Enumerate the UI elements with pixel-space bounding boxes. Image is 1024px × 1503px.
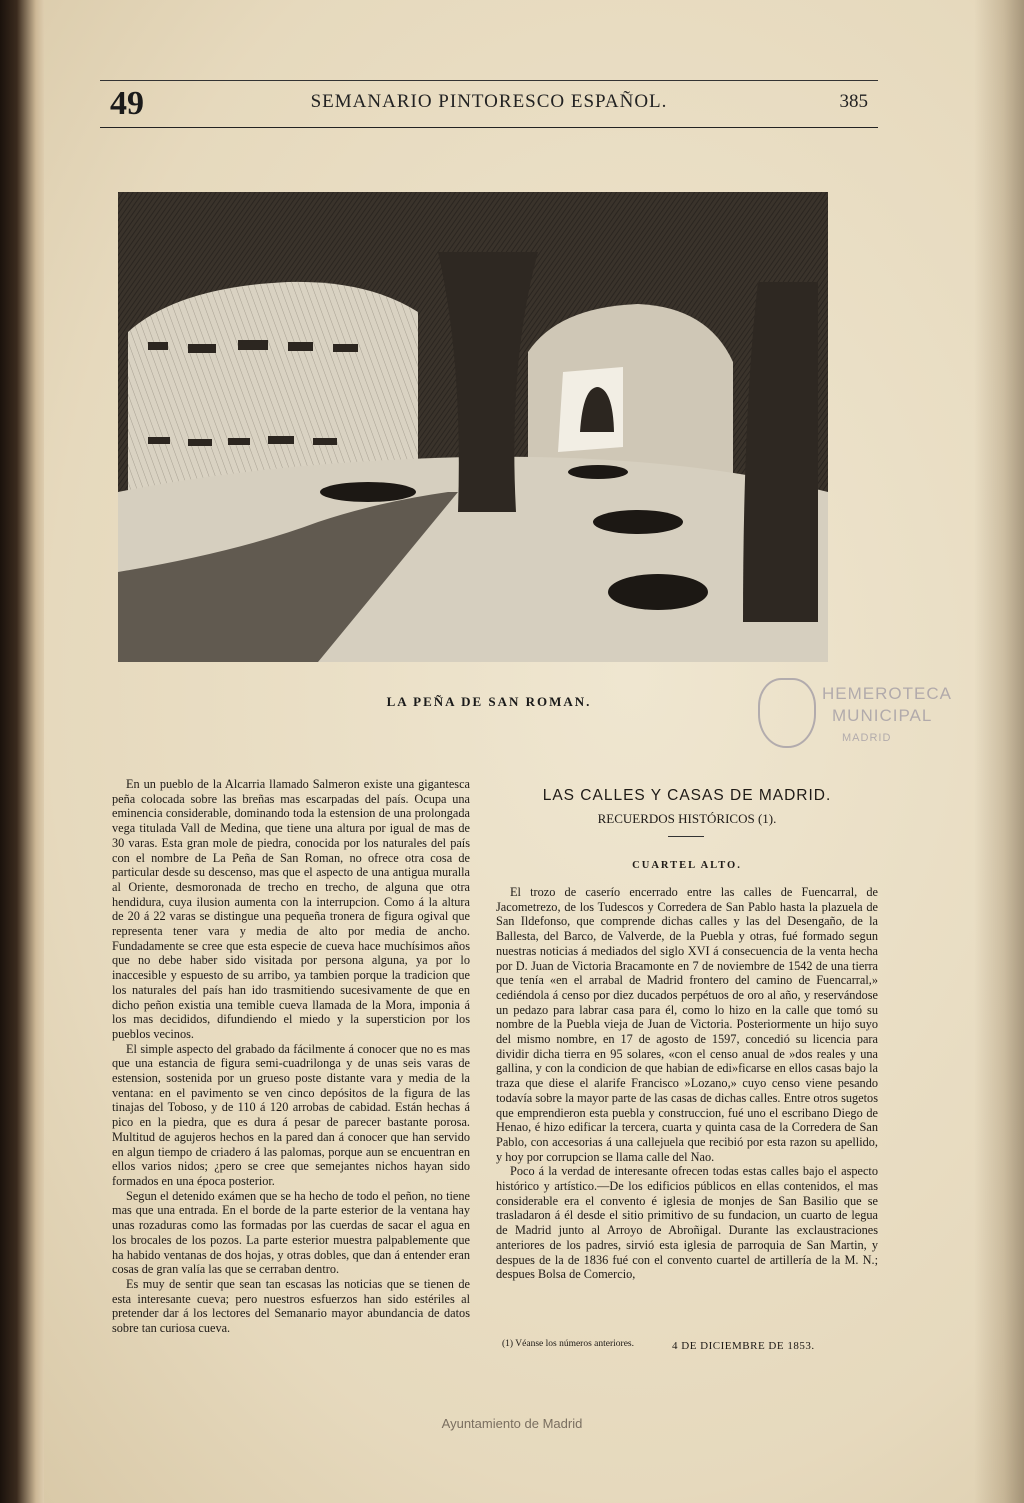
issue-date: 4 DE DICIEMBRE DE 1853.: [672, 1340, 815, 1352]
cave-paragraph: El simple aspecto del grabado da fácilmente á conocer que no es mas que una estancia de figura semi-cuadrilonga y de unas seis varas de estension, sostenida por un grueso poste distante vara y media de la ventana: en el pavimento se ven cinco depósitos de la figura de las tinajas del Toboso, y de 110 á 120 arrobas de cabidad. Están hechas á pico en la piedra, que es dura á pesar de parecer bastante porosa. Multitud de agujeros hechos en la pared dan á conocer que han servido en algun tiempo de criadero á las palomas, porque aun se encuentran en ellos varios nidos; ¿pero se cree que semejantes nichos hayan sido formados en una época posterior.: [112, 1041, 470, 1188]
stamp-line-2: MUNICIPAL: [832, 706, 933, 725]
book-spine: [0, 0, 48, 1503]
cave-paragraph: Es muy de sentir que sean tan escasas las noticias que se tienen de esta interesante cueva; pero nuestros esfuerzos han sido estériles al pretender dar á los lectores del Semanario mayor abundancia de datos sobre tan curiosa cueva.: [112, 1276, 470, 1336]
page-header: [100, 80, 878, 128]
cave-paragraph: Segun el detenido exámen que se ha hecho de todo el peñon, no tiene mas que una entrada. En el borde de la parte esterior de la ventana hay unas rozaduras como las formadas por las cuerdas de sacar el agua en los brocales de los pozos. La parte esterior muestra palpablemente que ha habido ventanas de dos hojas, y otras dobles, que dan á entender eran cosas de gran valía las que se cerraban dentro.: [112, 1188, 470, 1277]
madrid-article-column: [496, 885, 878, 1282]
issue-number: 49: [110, 85, 144, 122]
stamp-line-1: HEMEROTECA: [822, 684, 952, 703]
cave-paragraph: En un pueblo de la Alcarria llamado Salmeron existe una gigantesca peña colocada sobre las breñas mas escarpadas del país. Ocupa una eminencia considerable, dominando toda la estension de una prolongada vega titulada Vall de Medina, que tiene una altura por igual de mas de 30 varas. Esta gran mole de piedra, conocida por los naturales del país con el nombre de La Peña de San Roman, no ofrece otra cosa de particular desde su descenso, mas que el aspecto de una antigua muralla al Oriente, desmoronada de trecho en trecho, de alguna que otra hendidura, cuya ilusion aumenta con la interrupcion. Como á la altura de 20 á 22 varas se distingue una pequeña tronera de figura ogival que representa tener vara y media de alto por media de ancho. Fundadamente se cree que esta especie de cueva hace muchísimos años que no debe haber sido visitada por persona alguna, ya por lo inaccesible y espuesto de su arribo, ya tambien porque la tradicion que los naturales del país han ido trasmitiendo sucesivamente de que en dicho peñon existia una temible cueva llamada de la Mora, imponia á los mas decididos, difundiendo el miedo y la supersticion por los pueblos vecinos.: [112, 777, 470, 1041]
cave-engraving: [118, 192, 828, 662]
engraving-caption: LA PEÑA DE SAN ROMAN.: [386, 694, 592, 709]
article-subtitle: RECUERDOS HISTÓRICOS (1).: [597, 811, 777, 826]
page-edge-shadow: [974, 0, 1024, 1503]
library-stamp: [752, 674, 952, 770]
section-heading: CUARTEL ALTO.: [632, 860, 742, 871]
cave-article-column: [112, 777, 470, 1336]
coat-of-arms-icon: [758, 678, 816, 748]
footnote: (1) Véanse los números anteriores.: [502, 1339, 634, 1349]
publication-title: SEMANARIO PINTORESCO ESPAÑOL.: [310, 91, 668, 112]
stamp-line-3: MADRID: [842, 732, 892, 744]
page-number: 385: [839, 91, 868, 112]
madrid-paragraph: El trozo de caserío encerrado entre las calles de Fuencarral, de Jacometrezo, de los Tudescos y Corredera de San Pablo hasta la plazuela de San Ildefonso, que comprende dichas calles y las del Desengaño, de la Ballesta, del Barco, de Valverde, de la Puebla y otras, fué formado segun nuestras noticias á mediados del siglo XVI á consecuencia de la venta hecha por D. Juan de Victoria Bracamonte en 7 de noviembre de 1542 de una tierra que tenía «en el arrabal de Madrid frontero del camino de Fuencarral,» cediéndola á censo por diez ducados perpétuos de oro al año, y reservándose un pedazo para labrar casa para él, como lo hizo en la calle que tomó su nombre de la Puebla vieja de Juan de Victoria. Posteriormente un hijo suyo del mismo nombre, en 17 de agosto de 1597, concedió su licencia para dividir dicha tierra en 95 solares, «con el censo anual de »dos reales y una gallina, y con la condicion de que habian de edi»ficarse en ellos casas bajo la traza que diese el alarife Francisco »Lozano,» cuyo censo viene pesando todavía sobre la mayor parte de las casas de dichas calles. Entre otros sugetos que emprendieron esta puebla y construccion, fué uno el escribano Diego de Henao, é hizo edificar la tercera, cuarta y quinta casa de la Corredera de San Pablo, con accesorias á una callejuela que recibió por esta razon su apellido, y hoy por corrupcion se llama calle del Nao.: [496, 885, 878, 1164]
source-watermark: Ayuntamiento de Madrid: [441, 1416, 583, 1431]
title-divider: [668, 836, 704, 837]
madrid-paragraph: Poco á la verdad de interesante ofrecen todas estas calles bajo el aspecto histórico y artístico.—De los edificios públicos en ellas contenidos, el mas considerable era el convento é iglesia de monjes de San Basilio que se trasladaron á él desde el sitio primitivo de su fundacion, un cuarto de legua de Madrid junto al Arroyo de Abroñigal. Durante las exclaustraciones anteriores de los padres, sirvió esta iglesia de parroquia de San Martin, y despues de la de 1836 fué con el convento cuartel de artillería de la M. N.; despues Bolsa de Comercio,: [496, 1164, 878, 1282]
article-title: LAS CALLES Y CASAS DE MADRID.: [542, 787, 832, 804]
